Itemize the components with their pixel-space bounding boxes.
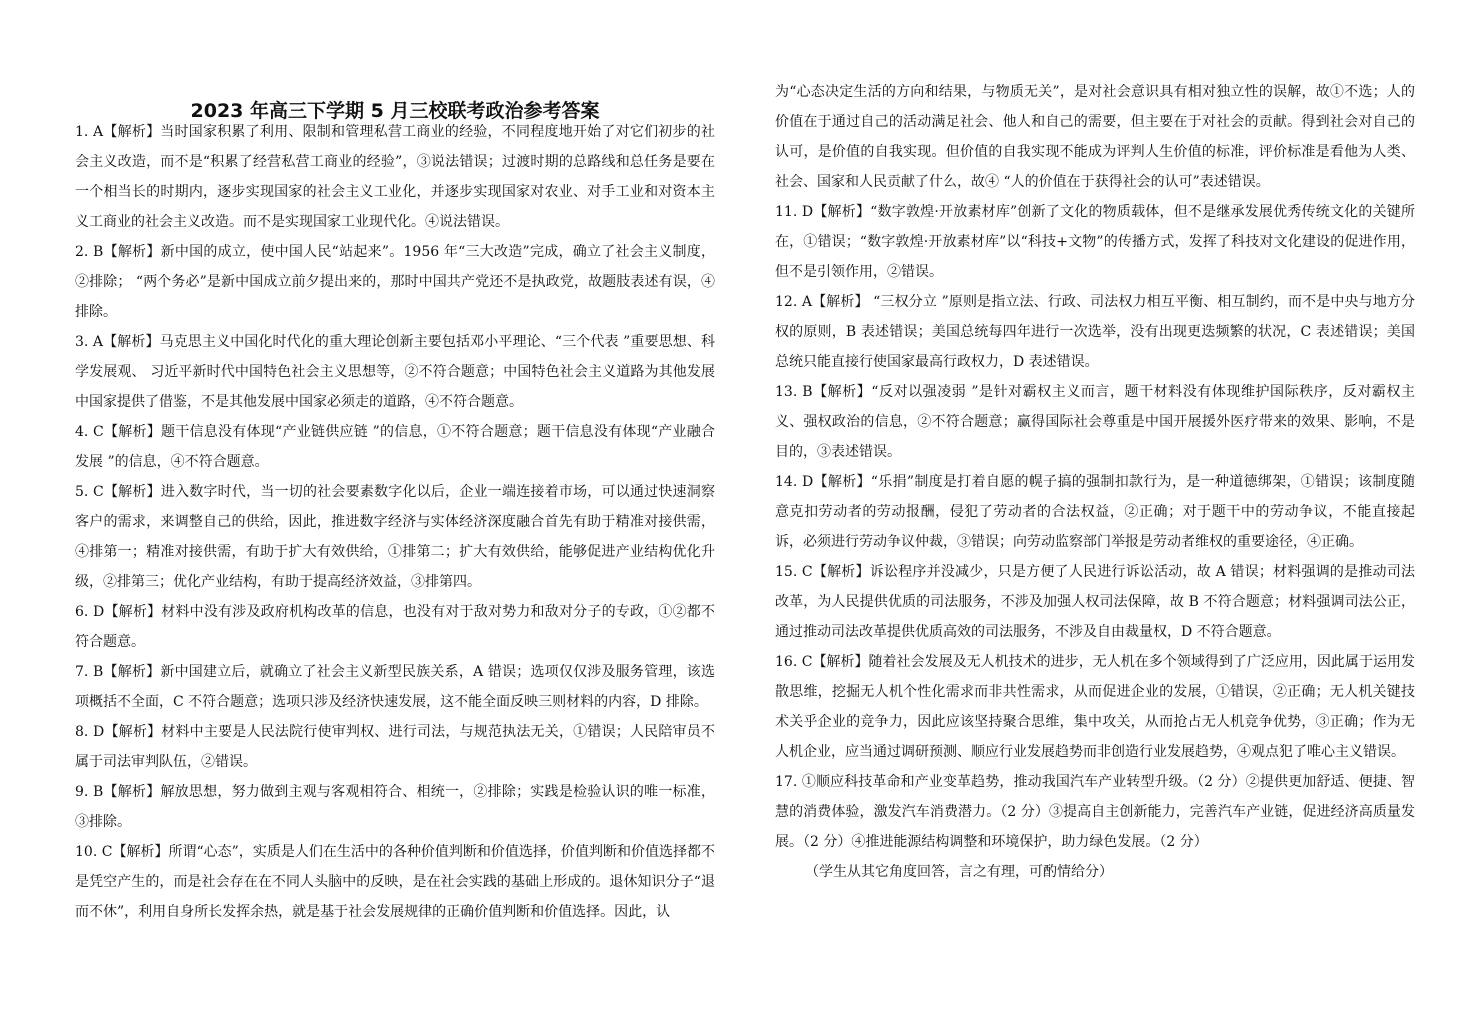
- answer-5: 5. C【解析】进入数字时代，当一切的社会要素数字化以后，企业一端连接着市场，可以通过快速洞察客户的需求，来调整自己的供给，因此，推进数字经济与实体经济深度融合首先有助于精准对接供需，④排第一；精准对接供需，有助于扩大有效供给，①排第二；扩大有效供给，能够促进产业结构优化升级，②排第三；优化产业结构，有助于提高经济效益，③排第四。: [75, 484, 715, 590]
- answer-11: 11. D【解析】“数字敦煌·开放素材库”创新了文化的物质载体，但不是继承发展优秀传统文化的关键所在，①错误；“数字敦煌·开放素材库”以“科技+文物”的传播方式，发挥了科技对文化建设的促进作用，但不是引领作用，②错误。: [775, 204, 1415, 280]
- answer-7: 7. B【解析】新中国建立后，就确立了社会主义新型民族关系，A 错误；选项仅仅涉及服务管理，该选项概括不全面，C 不符合题意；选项只涉及经济快速发展，这不能全面反映三则材料的内容，D 排除。: [75, 664, 715, 710]
- answer-10-continued: 为“心态决定生活的方向和结果，与物质无关”，是对社会意识具有相对独立性的误解，故①不选；人的价值在于通过自己的活动满足社会、他人和自己的需要，但主要在于对社会的贡献。得到社会对自己的认可，是价值的自我实现。但价值的自我实现不能成为评判人生价值的标准，评价标准是看他为人类、社会、国家和人民贡献了什么，故④ “人的价值在于获得社会的认可”表述错误。: [775, 84, 1415, 190]
- answer-13: 13. B【解析】“反对以强凌弱 ”是针对霸权主义而言，题干材料没有体现维护国际秩序，反对霸权主义、强权政治的信息，②不符合题意；赢得国际社会尊重是中国开展援外医疗带来的效果、影响，不是目的，③表述错误。: [775, 384, 1415, 460]
- answer-2: 2. B【解析】新中国的成立，使中国人民“站起来”。1956 年“三大改造”完成，确立了社会主义制度，②排除； “两个务必”是新中国成立前夕提出来的，那时中国共产党还不是执政党，故题肢表述有误，④排除。: [75, 244, 715, 320]
- grading-note: （学生从其它角度回答，言之有理，可酌情给分）: [805, 864, 1113, 880]
- answer-8: 8. D【解析】材料中主要是人民法院行使审判权、进行司法，与规范执法无关，①错误；人民陪审员不属于司法审判队伍，②错误。: [75, 724, 715, 770]
- answer-15: 15. C【解析】诉讼程序并没减少，只是方便了人民进行诉讼活动，故 A 错误；材料强调的是推动司法改革，为人民提供优质的司法服务，不涉及加强人权司法保障，故 B 不符合题意；材料强调司法公正，通过推动司法改革提供优质高效的司法服务，不涉及自由裁量权，D 不符合题意。: [775, 564, 1415, 640]
- answer-6: 6. D【解析】材料中没有涉及政府机构改革的信息，也没有对于敌对势力和敌对分子的专政，①②都不符合题意。: [75, 604, 715, 650]
- answer-12: 12. A【解析】 “三权分立 ”原则是指立法、行政、司法权力相互平衡、相互制约，而不是中央与地方分权的原则，B 表述错误；美国总统每四年进行一次选举，没有出现更迭频繁的状况，C 表述错误；美国总统只能直接行使国家最高行政权力，D 表述错误。: [775, 294, 1415, 370]
- answer-10: 10. C【解析】所谓“心态”，实质是人们在生活中的各种价值判断和价值选择，价值判断和价值选择都不是凭空产生的，而是社会存在在不同人头脑中的反映，是在社会实践的基础上形成的。退休知识分子“退而不休”，利用自身所长发挥余热，就是基于社会发展规律的正确价值判断和价值选择。因此，认: [75, 844, 715, 920]
- answer-17: 17. ①顺应科技革命和产业变革趋势，推动我国汽车产业转型升级。（2 分）②提供更加舒适、便捷、智慧的消费体验，激发汽车消费潜力。（2 分）③提高自主创新能力，完善汽车产业链，促进经济高质量发展。（2 分）④推进能源结构调整和环境保护，助力绿色发展。（2 分）: [775, 774, 1415, 850]
- answer-14: 14. D【解析】“乐捐”制度是打着自愿的幌子搞的强制扣款行为，是一种道德绑架，①错误；该制度随意克扣劳动者的劳动报酬，侵犯了劳动者的合法权益，②正确；对于题干中的劳动争议，不能直接起诉，必须进行劳动争议仲裁，③错误；向劳动监察部门举报是劳动者维权的重要途径，④正确。: [775, 474, 1415, 550]
- answer-9: 9. B【解析】解放思想，努力做到主观与客观相符合、相统一，②排除；实践是检验认识的唯一标准，③排除。: [75, 784, 715, 830]
- answer-16: 16. C【解析】随着社会发展及无人机技术的进步，无人机在多个领域得到了广泛应用，因此属于运用发散思维，挖掘无人机个性化需求而非共性需求，从而促进企业的发展，①错误，②正确；无人机关键技术关乎企业的竞争力，因此应该坚持聚合思维，集中攻关，从而抢占无人机竞争优势，③正确；作为无人机企业，应当通过调研预测、顺应行业发展趋势而非创造行业发展趋势，④观点犯了唯心主义错误。: [775, 654, 1415, 760]
- answer-3: 3. A【解析】马克思主义中国化时代化的重大理论创新主要包括邓小平理论、“三个代表 ”重要思想、科学发展观、 习近平新时代中国特色社会主义思想等，②不符合题意；中国特色社会主义道路为其他发展中国家提供了借鉴，不是其他发展中国家必须走的道路，④不符合题意。: [75, 334, 715, 410]
- page-title: 2023 年高三下学期 5 月三校联考政治参考答案: [190, 99, 600, 122]
- answer-1: 1. A【解析】当时国家积累了利用、限制和管理私营工商业的经验，不同程度地开始了对它们初步的社会主义改造，而不是“积累了经营私营工商业的经验”，③说法错误；过渡时期的总路线和总任务是要在一个相当长的时期内，逐步实现国家的社会主义工业化，并逐步实现国家对农业、对手工业和对资本主义工商业的社会主义改造。而不是实现国家工业现代化。④说法错误。: [75, 124, 715, 230]
- answer-4: 4. C【解析】题干信息没有体现“产业链供应链 ”的信息，①不符合题意；题干信息没有体现“产业融合发展 ”的信息，④不符合题意。: [75, 424, 715, 470]
